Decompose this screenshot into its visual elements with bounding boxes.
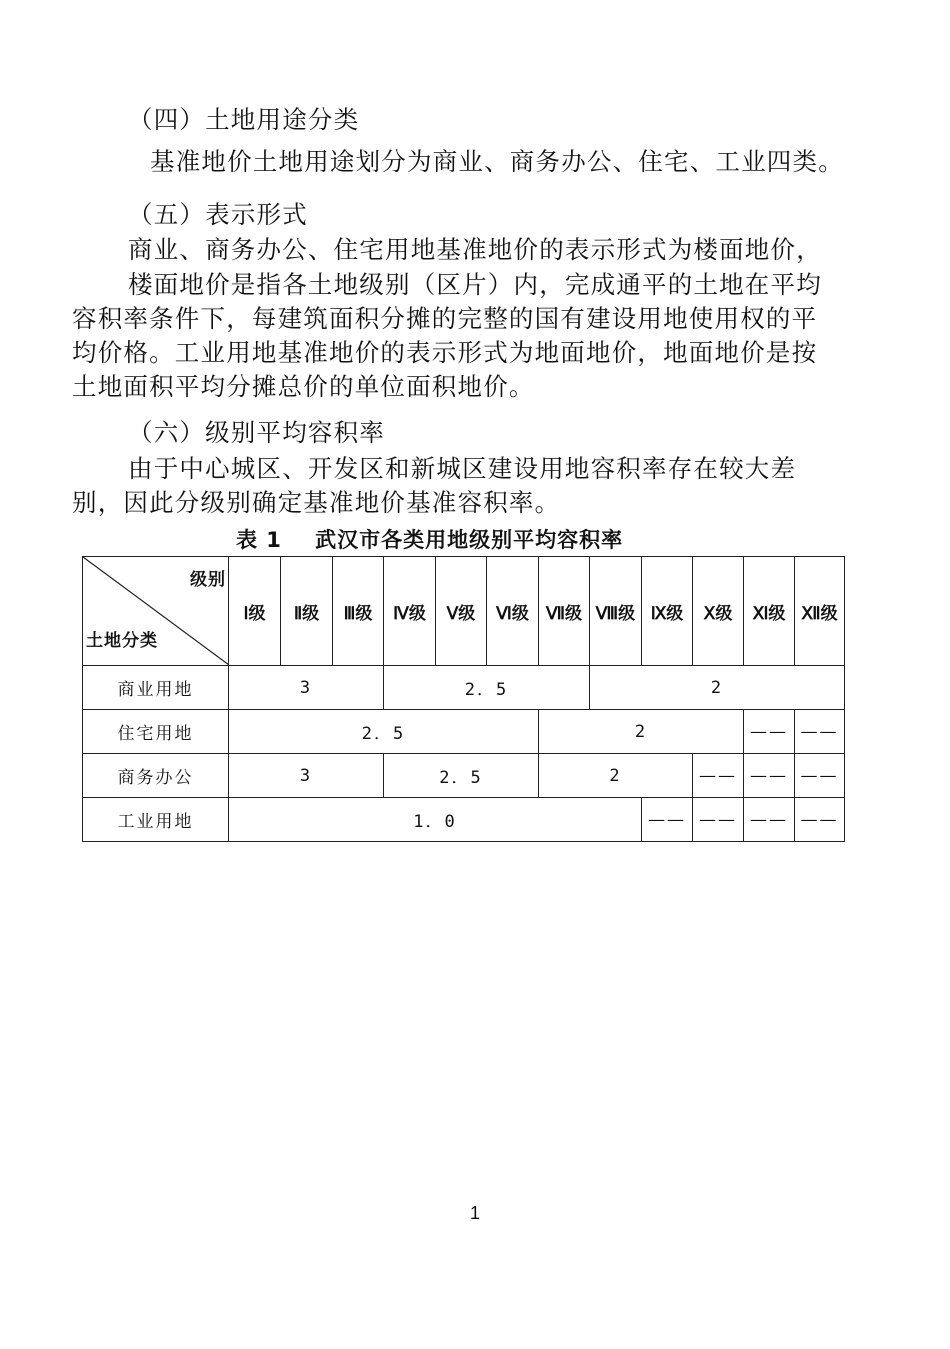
corner-label-land-type: 土地分类 <box>86 631 158 651</box>
section-6-heading: （六）级别平均容积率 <box>128 418 385 447</box>
table-row <box>83 754 845 798</box>
section-5-paragraph-line: 均价格。工业用地基准地价的表示形式为地面地价，地面地价是按 <box>72 338 818 367</box>
level-header-cell: Ⅷ级 <box>590 557 642 666</box>
not-applicable-cell: —— <box>744 798 795 842</box>
section-4-heading: （四）土地用途分类 <box>128 105 360 134</box>
level-header-cell: Ⅳ级 <box>384 557 436 666</box>
table-corner-header <box>83 557 229 666</box>
level-header-cell: Ⅸ级 <box>642 557 693 666</box>
section-6-paragraph-line: 由于中心城区、开发区和新城区建设用地容积率存在较大差 <box>128 454 797 483</box>
row-label-cell: 商务办公 <box>83 754 229 798</box>
not-applicable-cell: —— <box>744 754 795 798</box>
level-header-cell: Ⅰ级 <box>229 557 281 666</box>
plot-ratio-cell: 2 <box>539 710 744 754</box>
section-6-paragraph-line: 别，因此分级别确定基准地价基准容积率。 <box>72 488 561 517</box>
level-header-cell: Ⅴ级 <box>436 557 487 666</box>
not-applicable-cell: —— <box>795 754 845 798</box>
level-header-cell: Ⅻ级 <box>795 557 845 666</box>
plot-ratio-cell: 2．5 <box>384 666 590 710</box>
section-4-body: 基准地价土地用途划分为商业、商务办公、住宅、工业四类。 <box>150 147 844 176</box>
plot-ratio-cell: 2 <box>539 754 693 798</box>
table-row <box>83 798 845 842</box>
row-label-cell: 工业用地 <box>83 798 229 842</box>
corner-label-level: 级别 <box>190 570 226 590</box>
not-applicable-cell: —— <box>795 798 845 842</box>
plot-ratio-cell: 3 <box>229 666 384 710</box>
table-row <box>83 666 845 710</box>
row-label-cell: 商业用地 <box>83 666 229 710</box>
level-header-cell: Ⅲ级 <box>333 557 384 666</box>
level-header-cell: Ⅹ级 <box>693 557 744 666</box>
not-applicable-cell: —— <box>693 798 744 842</box>
page-number: 1 <box>469 1203 480 1223</box>
table-caption: 表 1 武汉市各类用地级别平均容积率 <box>236 528 624 552</box>
not-applicable-cell: —— <box>744 710 795 754</box>
level-header-cell: Ⅱ级 <box>281 557 333 666</box>
plot-ratio-cell: 2．5 <box>229 710 539 754</box>
section-5-paragraph-line: 楼面地价是指各土地级别（区片）内，完成通平的土地在平均 <box>128 270 822 299</box>
row-label-cell: 住宅用地 <box>83 710 229 754</box>
plot-ratio-cell: 2．5 <box>384 754 539 798</box>
plot-ratio-cell: 2 <box>590 666 845 710</box>
section-5-paragraph-line: 商业、商务办公、住宅用地基准地价的表示形式为楼面地价， <box>128 235 822 264</box>
plot-ratio-cell: 3 <box>229 754 384 798</box>
section-5-heading: （五）表示形式 <box>128 200 308 229</box>
level-header-cell: Ⅵ级 <box>487 557 539 666</box>
level-header-cell: Ⅶ级 <box>539 557 590 666</box>
section-5-paragraph-line: 土地面积平均分摊总价的单位面积地价。 <box>72 372 535 401</box>
section-5-paragraph-line: 容积率条件下，每建筑面积分摊的完整的国有建设用地使用权的平 <box>72 304 818 333</box>
plot-ratio-table <box>82 556 845 842</box>
table-row <box>83 710 845 754</box>
level-header-cell: Ⅺ级 <box>744 557 795 666</box>
not-applicable-cell: —— <box>642 798 693 842</box>
plot-ratio-cell: 1．0 <box>229 798 642 842</box>
not-applicable-cell: —— <box>693 754 744 798</box>
not-applicable-cell: —— <box>795 710 845 754</box>
